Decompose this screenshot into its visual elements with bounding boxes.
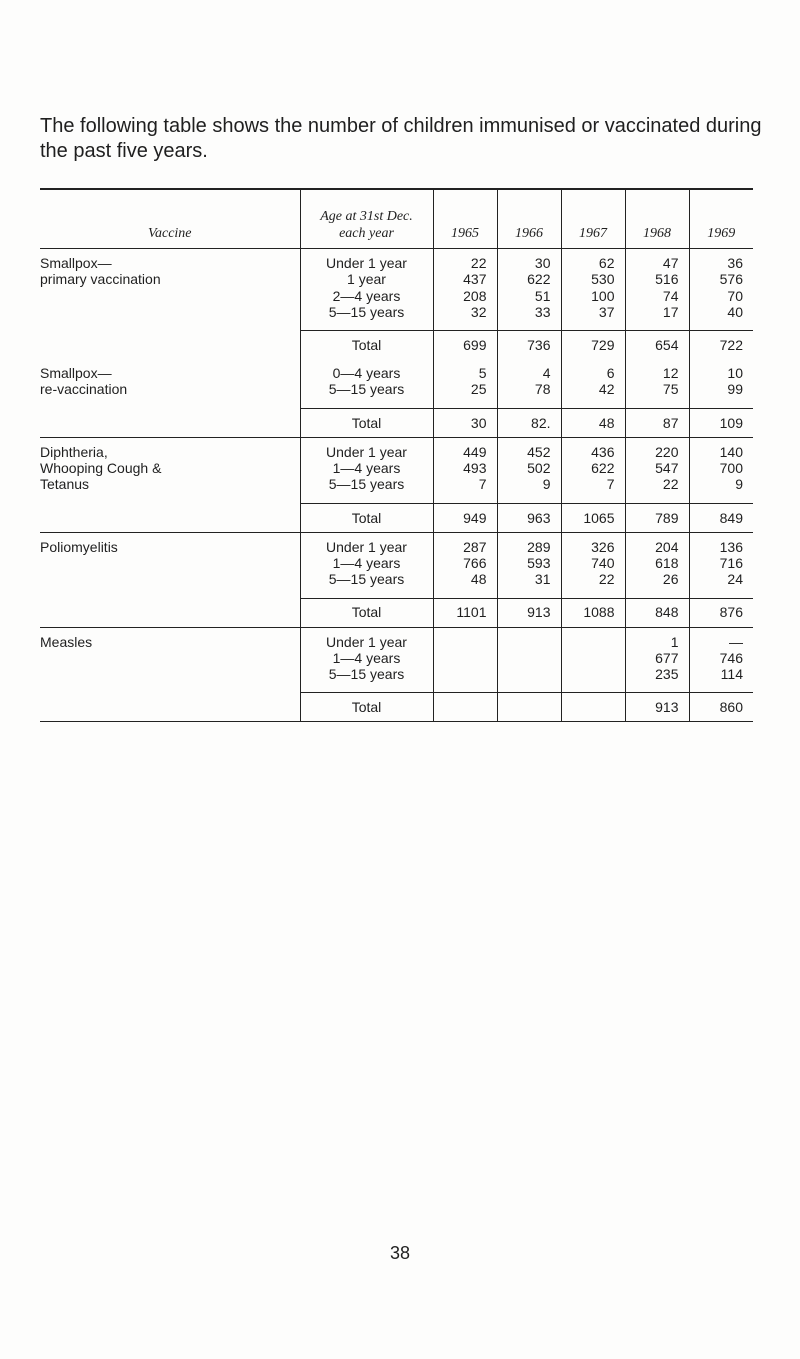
vaccine-name-line: Measles: [40, 633, 93, 650]
vaccine-name-line: Smallpox—: [40, 365, 112, 382]
value: 766: [463, 554, 487, 571]
age-cell: [300, 249, 433, 331]
value: 22: [662, 476, 679, 493]
page-number: 38: [389, 1243, 411, 1263]
header-year-1969: 1969: [689, 189, 753, 249]
value: 449: [463, 443, 487, 460]
value: 618: [655, 554, 679, 571]
age-label: Under 1 year: [326, 443, 407, 460]
total-value: 82.: [497, 408, 561, 437]
value: 36: [727, 255, 743, 271]
total-row: [40, 408, 753, 437]
value: 502: [527, 460, 551, 477]
value: [562, 666, 615, 682]
value: 37: [598, 303, 615, 320]
header-year-1967: 1967: [561, 189, 625, 249]
age-label: 0—4 years: [332, 365, 401, 382]
value: 9: [735, 476, 743, 493]
value: 114: [720, 666, 743, 683]
value-cell: [497, 249, 561, 331]
value: 746: [719, 649, 743, 666]
age-label: Under 1 year: [326, 633, 407, 650]
age-label: 5—15 years: [328, 303, 405, 320]
age-label: 1—4 years: [332, 460, 401, 477]
vaccine-cell: [40, 627, 300, 693]
value: 32: [470, 303, 487, 320]
value: 22: [598, 571, 615, 588]
value: 47: [662, 255, 679, 271]
value: 99: [727, 381, 743, 398]
total-row-spacer: [40, 331, 300, 360]
value: [498, 650, 551, 666]
total-row: [40, 598, 753, 627]
value: 78: [534, 381, 551, 398]
value: [434, 634, 487, 650]
total-value: 109: [689, 408, 753, 437]
vaccine-name-line: Poliomyelitis: [40, 538, 118, 555]
value: —: [729, 633, 743, 650]
value-cell: [625, 359, 689, 408]
value: 576: [719, 271, 743, 288]
table-row: [40, 627, 753, 693]
vaccine-name-line: re-vaccination: [40, 381, 128, 398]
vaccine-name-line: Whooping Cough &: [40, 460, 162, 477]
table-body: [40, 249, 753, 722]
intro-paragraph: The following table shows the number of children immunised or vaccinated during the past five years.: [40, 115, 762, 162]
value: 452: [527, 443, 551, 460]
age-label: 5—15 years: [328, 381, 405, 398]
total-value: 736: [497, 331, 561, 360]
total-row: [40, 693, 753, 722]
table-row: [40, 532, 753, 598]
value: 4: [542, 365, 551, 382]
value-cell: [433, 532, 497, 598]
value: [562, 634, 615, 650]
value: 42: [598, 381, 615, 398]
total-value: 48: [561, 408, 625, 437]
value: [434, 650, 487, 666]
value: 9: [542, 476, 551, 493]
value: 436: [591, 443, 615, 460]
value-cell: [433, 437, 497, 503]
value-cell: [497, 627, 561, 693]
total-value: 722: [689, 331, 753, 360]
header-vaccine: Vaccine: [40, 189, 300, 249]
header-age: [300, 189, 433, 249]
age-label: 5—15 years: [328, 571, 405, 588]
value: 70: [727, 287, 743, 304]
total-value: 963: [497, 503, 561, 532]
total-value: 849: [689, 503, 753, 532]
value-cell: [433, 359, 497, 408]
value: 235: [655, 666, 679, 683]
value: 7: [606, 476, 615, 493]
value: 593: [527, 554, 551, 571]
value: 700: [719, 460, 743, 477]
value: 48: [470, 571, 487, 588]
value-cell: [561, 249, 625, 331]
value: 1: [670, 633, 679, 650]
total-row-spacer: [40, 503, 300, 532]
table-row: [40, 249, 753, 331]
total-value: [561, 693, 625, 722]
value-cell: [561, 437, 625, 503]
value: [434, 666, 487, 682]
table-row: [40, 359, 753, 408]
total-row: [40, 503, 753, 532]
value-cell: [561, 627, 625, 693]
vaccine-cell: [40, 359, 300, 408]
value: 26: [662, 571, 679, 588]
value: 40: [727, 303, 743, 320]
value-cell: [497, 359, 561, 408]
value-cell: [689, 627, 753, 693]
total-value: 789: [625, 503, 689, 532]
age-cell: [300, 437, 433, 503]
age-label: 2—4 years: [332, 287, 401, 304]
value: 7: [478, 476, 487, 493]
table-row: [40, 437, 753, 503]
value: 75: [662, 381, 679, 398]
header-year-1965: 1965: [433, 189, 497, 249]
value: 622: [591, 460, 615, 477]
value-cell: [689, 359, 753, 408]
value-cell: [561, 359, 625, 408]
header-year-1966: 1966: [497, 189, 561, 249]
total-value: 87: [625, 408, 689, 437]
vaccine-name-line: Diphtheria,: [40, 443, 108, 460]
header-row: [40, 189, 753, 249]
value: 62: [598, 255, 615, 271]
value: 516: [655, 271, 679, 288]
total-value: 860: [689, 693, 753, 722]
value-cell: [561, 532, 625, 598]
total-label: Total: [300, 408, 433, 437]
value-cell: [625, 437, 689, 503]
total-value: 1065: [561, 503, 625, 532]
total-row-spacer: [40, 598, 300, 627]
total-row: [40, 331, 753, 360]
value: 740: [591, 554, 615, 571]
value: [498, 634, 551, 650]
value: 10: [727, 365, 743, 382]
value: 622: [527, 271, 551, 288]
header-year-1968: 1968: [625, 189, 689, 249]
total-value: 729: [561, 331, 625, 360]
value: 5: [478, 365, 487, 382]
total-value: [497, 693, 561, 722]
value: 547: [655, 460, 679, 477]
value: 74: [662, 287, 679, 304]
total-value: 913: [497, 598, 561, 627]
total-row-spacer: [40, 693, 300, 722]
total-value: 876: [689, 598, 753, 627]
total-value: 654: [625, 331, 689, 360]
total-label: Total: [300, 693, 433, 722]
value: 12: [662, 365, 679, 382]
value: 6: [606, 365, 615, 382]
value: 22: [470, 255, 487, 271]
header-age-line2: each year: [339, 226, 394, 241]
vaccine-cell: [40, 532, 300, 598]
value: 220: [655, 443, 679, 460]
value-cell: [497, 532, 561, 598]
value-cell: [625, 627, 689, 693]
total-value: 1101: [433, 598, 497, 627]
age-label: 1—4 years: [332, 649, 401, 666]
value-cell: [497, 437, 561, 503]
vaccine-cell: [40, 437, 300, 503]
immunisation-table: [40, 188, 753, 722]
vaccine-cell: [40, 249, 300, 331]
value: 493: [463, 460, 487, 477]
total-value: [433, 693, 497, 722]
total-value: 949: [433, 503, 497, 532]
total-label: Total: [300, 503, 433, 532]
total-value: 699: [433, 331, 497, 360]
value: 140: [719, 443, 743, 460]
age-label: 5—15 years: [328, 476, 405, 493]
value: 208: [463, 287, 487, 304]
age-cell: [300, 532, 433, 598]
value: 30: [534, 255, 551, 271]
value: 25: [470, 381, 487, 398]
age-cell: [300, 359, 433, 408]
value-cell: [689, 249, 753, 331]
value-cell: [689, 532, 753, 598]
value: 33: [534, 303, 551, 320]
vaccine-name-line: Tetanus: [40, 476, 90, 493]
value: [562, 650, 615, 666]
header-age-line1: Age at 31st Dec.: [320, 209, 413, 224]
total-value: 913: [625, 693, 689, 722]
value-cell: [625, 532, 689, 598]
value: 17: [662, 303, 679, 320]
value: 31: [534, 571, 551, 588]
value: 100: [591, 287, 615, 304]
vaccine-name-line: primary vaccination: [40, 271, 161, 288]
age-label: 1—4 years: [332, 554, 401, 571]
total-value: 1088: [561, 598, 625, 627]
value-cell: [433, 249, 497, 331]
value: 677: [655, 649, 679, 666]
value: 326: [591, 538, 615, 555]
total-value: 848: [625, 598, 689, 627]
total-value: 30: [433, 408, 497, 437]
value-cell: [689, 437, 753, 503]
value: 289: [527, 538, 551, 555]
age-label: 1 year: [347, 271, 386, 288]
value: 287: [463, 538, 487, 555]
total-label: Total: [300, 331, 433, 360]
age-cell: [300, 627, 433, 693]
value-cell: [625, 249, 689, 331]
total-row-spacer: [40, 408, 300, 437]
vaccine-name-line: Smallpox—: [40, 255, 112, 271]
value: 204: [655, 538, 679, 555]
value: 136: [719, 538, 743, 555]
value: 437: [463, 271, 487, 288]
value: 716: [719, 554, 743, 571]
total-label: Total: [300, 598, 433, 627]
age-label: 5—15 years: [328, 666, 405, 683]
age-label: Under 1 year: [326, 538, 407, 555]
age-label: Under 1 year: [326, 255, 407, 271]
value: [498, 666, 551, 682]
value: 51: [534, 287, 551, 304]
value-cell: [433, 627, 497, 693]
value: 24: [727, 571, 743, 588]
value: 530: [591, 271, 615, 288]
